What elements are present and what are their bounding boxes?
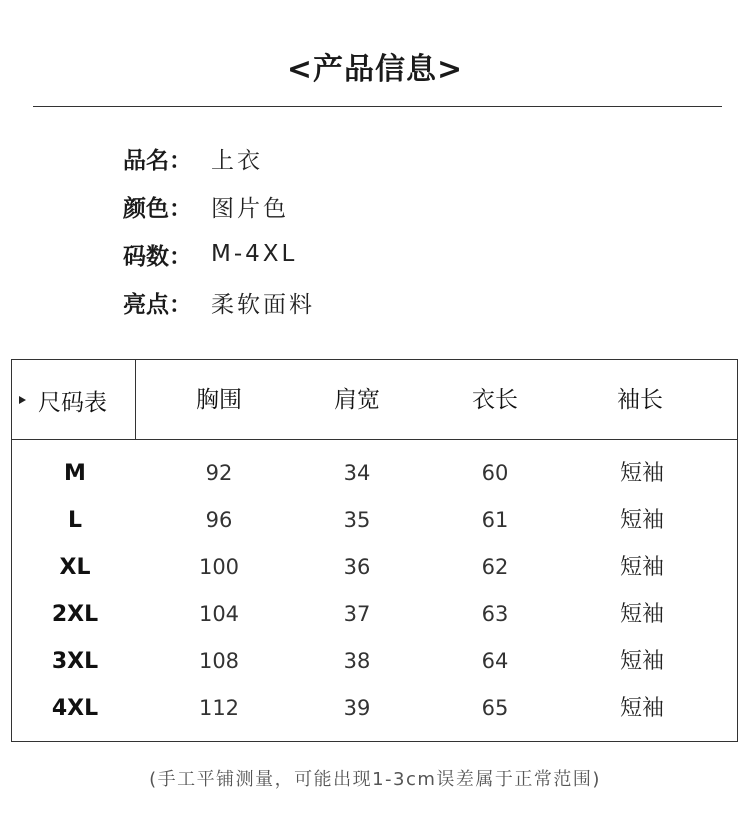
info-key-color: 颜色：	[123, 195, 192, 222]
table-row	[12, 591, 737, 638]
header-sleeve: 袖长	[617, 387, 663, 413]
info-row-color	[123, 188, 289, 224]
cell-size: L	[67, 508, 83, 533]
header-shoulder: 肩宽	[334, 387, 380, 413]
header-length: 衣长	[472, 387, 518, 413]
cell-bust: 108	[198, 649, 240, 673]
cell-size: M	[64, 461, 86, 486]
info-key-sizes: 码数：	[123, 243, 192, 270]
table-row	[12, 450, 737, 497]
cell-sleeve: 短袖	[619, 508, 665, 533]
cell-sleeve: 短袖	[619, 461, 665, 486]
measurement-note: (手工平铺测量，可能出现1-3cm误差属于正常范围)	[149, 769, 601, 790]
info-value-color: 图片色	[211, 195, 289, 222]
cell-bust: 112	[198, 696, 240, 720]
table-row	[12, 544, 737, 591]
cell-size: 4XL	[51, 696, 99, 721]
info-key-name: 品名：	[123, 147, 192, 174]
cell-size: 2XL	[51, 602, 99, 627]
cell-shoulder: 36	[343, 555, 371, 579]
size-chart-label: 尺码表	[38, 389, 107, 416]
cell-sleeve: 短袖	[619, 696, 665, 721]
table-header-row	[12, 360, 737, 440]
cell-size: 3XL	[51, 649, 99, 674]
table-row	[12, 497, 737, 544]
table-row	[12, 685, 737, 732]
info-row-sizes	[123, 236, 297, 272]
table-row	[12, 638, 737, 685]
cell-length: 62	[481, 555, 509, 579]
info-key-highlight: 亮点：	[123, 291, 192, 318]
header-bust: 胸围	[196, 387, 242, 413]
cell-sleeve: 短袖	[619, 555, 665, 580]
page-title: <产品信息>	[286, 52, 464, 87]
cell-bust: 104	[198, 602, 240, 626]
cell-size: XL	[59, 555, 91, 580]
info-row-highlight	[123, 284, 315, 320]
cell-length: 64	[481, 649, 509, 673]
table-corner-cell	[12, 360, 136, 440]
cell-sleeve: 短袖	[619, 649, 665, 674]
cell-shoulder: 38	[343, 649, 371, 673]
cell-shoulder: 39	[343, 696, 371, 720]
cell-length: 61	[481, 508, 509, 532]
cell-length: 60	[481, 461, 509, 485]
cell-shoulder: 34	[343, 461, 371, 485]
cell-shoulder: 35	[343, 508, 371, 532]
cell-sleeve: 短袖	[619, 602, 665, 627]
cell-length: 65	[481, 696, 509, 720]
info-value-name: 上衣	[211, 147, 263, 174]
cell-bust: 100	[198, 555, 240, 579]
info-row-name	[123, 140, 263, 176]
size-chart-table	[11, 359, 738, 742]
cell-bust: 96	[205, 508, 233, 532]
info-value-highlight: 柔软面料	[211, 291, 315, 318]
cell-shoulder: 37	[343, 602, 371, 626]
triangle-right-icon	[19, 396, 26, 404]
info-value-sizes: M-4XL	[211, 241, 298, 267]
title-divider	[33, 106, 722, 107]
cell-length: 63	[481, 602, 509, 626]
cell-bust: 92	[205, 461, 233, 485]
